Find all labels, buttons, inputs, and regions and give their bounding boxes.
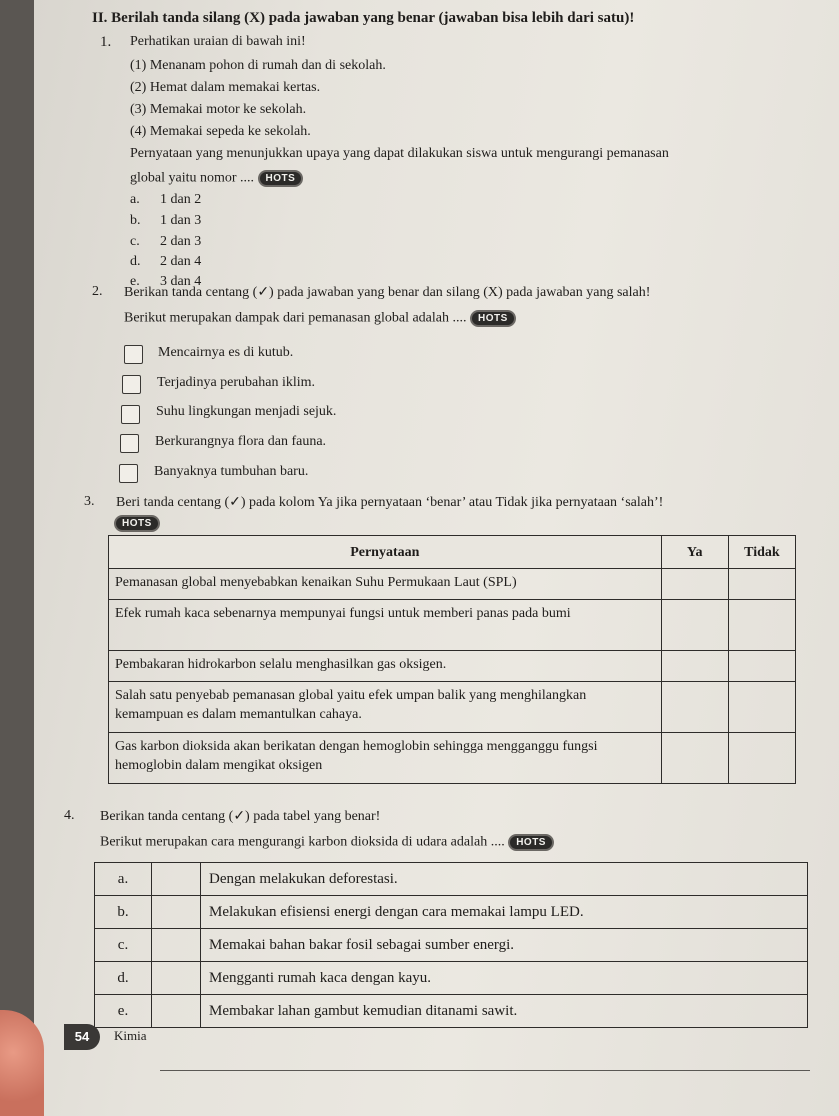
table-row bbox=[95, 995, 808, 1028]
q2-checkbox[interactable] bbox=[119, 464, 138, 483]
option-letter: e. bbox=[130, 274, 140, 289]
q4-option-text: Membakar lahan gambut kemudian ditanami sawit. bbox=[201, 995, 808, 1028]
q3-yes-cell[interactable] bbox=[661, 651, 728, 682]
q4-option-text: Dengan melakukan deforestasi. bbox=[201, 863, 808, 896]
q3-table bbox=[108, 535, 796, 784]
q4-option-text: Mengganti rumah kaca dengan kayu. bbox=[201, 962, 808, 995]
hots-badge: HOTS bbox=[258, 170, 304, 187]
table-row bbox=[109, 733, 796, 784]
q3-no-cell[interactable] bbox=[728, 569, 795, 600]
q3-statement: Efek rumah kaca sebenarnya mempunyai fungsi untuk memberi panas pada bumi bbox=[109, 600, 662, 651]
footer-subject: Kimia bbox=[114, 1028, 147, 1043]
q4-check-cell[interactable] bbox=[152, 863, 201, 896]
table-row bbox=[109, 600, 796, 651]
q1-option-c[interactable] bbox=[130, 234, 202, 250]
q2-option-text: Terjadinya perubahan iklim. bbox=[157, 375, 316, 390]
q4-check-cell[interactable] bbox=[152, 896, 201, 929]
q4-letter: e. bbox=[95, 995, 152, 1028]
q4-table bbox=[94, 862, 808, 1028]
q4-question: Berikut merupakan cara mengurangi karbon dioksida di udara adalah .... bbox=[100, 834, 505, 850]
q4-letter: c. bbox=[95, 929, 152, 962]
q3-header-no: Tidak bbox=[728, 536, 795, 569]
q4-check-cell[interactable] bbox=[152, 995, 201, 1028]
q4-check-cell[interactable] bbox=[152, 962, 201, 995]
q2-option-text: Mencairnya es di kutub. bbox=[158, 345, 294, 360]
option-text: 2 dan 4 bbox=[160, 254, 202, 269]
q4-letter: a. bbox=[95, 863, 152, 896]
q3-statement: Salah satu penyebab pemanasan global yaitu efek umpan balik yang menghilangkan kemampuan es dalam memantulkan cahaya. bbox=[109, 682, 662, 733]
q2-question: Berikut merupakan dampak dari pemanasan global adalah .... bbox=[124, 310, 467, 326]
q2-checkbox[interactable] bbox=[120, 434, 139, 453]
q3-statement: Pemanasan global menyebabkan kenaikan Suhu Permukaan Laut (SPL) bbox=[109, 569, 662, 600]
option-letter: a. bbox=[130, 192, 140, 207]
q1-statement: (3) Memakai motor ke sekolah. bbox=[130, 102, 307, 117]
q2-number: 2. bbox=[92, 284, 103, 299]
q4-question-line bbox=[100, 834, 554, 851]
table-row bbox=[109, 682, 796, 733]
q4-option-text: Memakai bahan bakar fosil sebagai sumber energi. bbox=[201, 929, 808, 962]
hots-badge: HOTS bbox=[114, 515, 160, 532]
q1-question-line2: global yaitu nomor .... bbox=[130, 170, 255, 186]
q3-number: 3. bbox=[84, 494, 95, 509]
q2-checkbox[interactable] bbox=[124, 345, 143, 364]
q2-checkbox[interactable] bbox=[122, 375, 141, 394]
q4-letter: d. bbox=[95, 962, 152, 995]
q4-check-cell[interactable] bbox=[152, 929, 201, 962]
q1-statement: (4) Memakai sepeda ke sekolah. bbox=[130, 124, 311, 139]
q1-option-b[interactable] bbox=[130, 213, 202, 229]
table-row bbox=[109, 651, 796, 682]
table-row bbox=[109, 569, 796, 600]
q4-number: 4. bbox=[64, 808, 75, 823]
q1-statement: (1) Menanam pohon di rumah dan di sekolah. bbox=[130, 58, 386, 73]
option-text: 2 dan 3 bbox=[160, 234, 202, 249]
option-text: 3 dan 4 bbox=[160, 274, 202, 289]
q3-instruction: Beri tanda centang (✓) pada kolom Ya jika pernyataan ‘benar’ atau Tidak jika pernyataan ‘salah’! bbox=[116, 495, 664, 510]
hots-badge: HOTS bbox=[470, 310, 516, 327]
q3-no-cell[interactable] bbox=[728, 600, 795, 651]
q1-option-a[interactable] bbox=[130, 192, 202, 208]
option-letter: c. bbox=[130, 234, 140, 249]
q3-yes-cell[interactable] bbox=[661, 682, 728, 733]
q3-header-yes: Ya bbox=[661, 536, 728, 569]
option-text: 1 dan 2 bbox=[160, 192, 202, 207]
footer-divider bbox=[160, 1070, 810, 1071]
option-letter: b. bbox=[130, 213, 141, 228]
q2-option-text: Suhu lingkungan menjadi sejuk. bbox=[156, 404, 337, 419]
table-row bbox=[95, 896, 808, 929]
q3-yes-cell[interactable] bbox=[661, 733, 728, 784]
q2-question-line bbox=[124, 310, 516, 327]
q3-yes-cell[interactable] bbox=[661, 569, 728, 600]
q3-statement: Gas karbon dioksida akan berikatan dengan hemoglobin sehingga mengganggu fungsi hemoglobin dalam mengikat oksigen bbox=[109, 733, 662, 784]
table-row bbox=[95, 863, 808, 896]
q3-header-statement: Pernyataan bbox=[109, 536, 662, 569]
q4-instruction: Berikan tanda centang (✓) pada tabel yang benar! bbox=[100, 809, 381, 824]
section-title: II. Berilah tanda silang (X) pada jawaban yang benar (jawaban bisa lebih dari satu)! bbox=[92, 10, 635, 26]
table-row bbox=[95, 962, 808, 995]
q1-question-cont bbox=[130, 170, 303, 187]
q4-option-text: Melakukan efisiensi energi dengan cara memakai lampu LED. bbox=[201, 896, 808, 929]
q3-no-cell[interactable] bbox=[728, 682, 795, 733]
q2-checkbox[interactable] bbox=[121, 405, 140, 424]
q4-letter: b. bbox=[95, 896, 152, 929]
q3-no-cell[interactable] bbox=[728, 651, 795, 682]
option-text: 1 dan 3 bbox=[160, 213, 202, 228]
q1-question: Pernyataan yang menunjukkan upaya yang dapat dilakukan siswa untuk mengurangi pemanasan bbox=[130, 146, 669, 161]
q3-statement: Pembakaran hidrokarbon selalu menghasilkan gas oksigen. bbox=[109, 651, 662, 682]
q3-hots bbox=[114, 514, 160, 532]
q3-no-cell[interactable] bbox=[728, 733, 795, 784]
q3-yes-cell[interactable] bbox=[661, 600, 728, 651]
q1-option-d[interactable] bbox=[130, 254, 202, 270]
q2-option-text: Berkurangnya flora dan fauna. bbox=[155, 434, 327, 449]
page-number: 54 bbox=[64, 1024, 100, 1050]
q1-number: 1. bbox=[100, 34, 112, 50]
q2-option-text: Banyaknya tumbuhan baru. bbox=[154, 464, 309, 479]
hots-badge: HOTS bbox=[508, 834, 554, 851]
option-letter: d. bbox=[130, 254, 141, 269]
q1-intro: Perhatikan uraian di bawah ini! bbox=[130, 34, 306, 49]
q2-instruction: Berikan tanda centang (✓) pada jawaban yang benar dan silang (X) pada jawaban yang salah! bbox=[124, 285, 651, 300]
q1-statement: (2) Hemat dalam memakai kertas. bbox=[130, 80, 321, 95]
table-row bbox=[95, 929, 808, 962]
q3-header-row bbox=[109, 536, 796, 569]
